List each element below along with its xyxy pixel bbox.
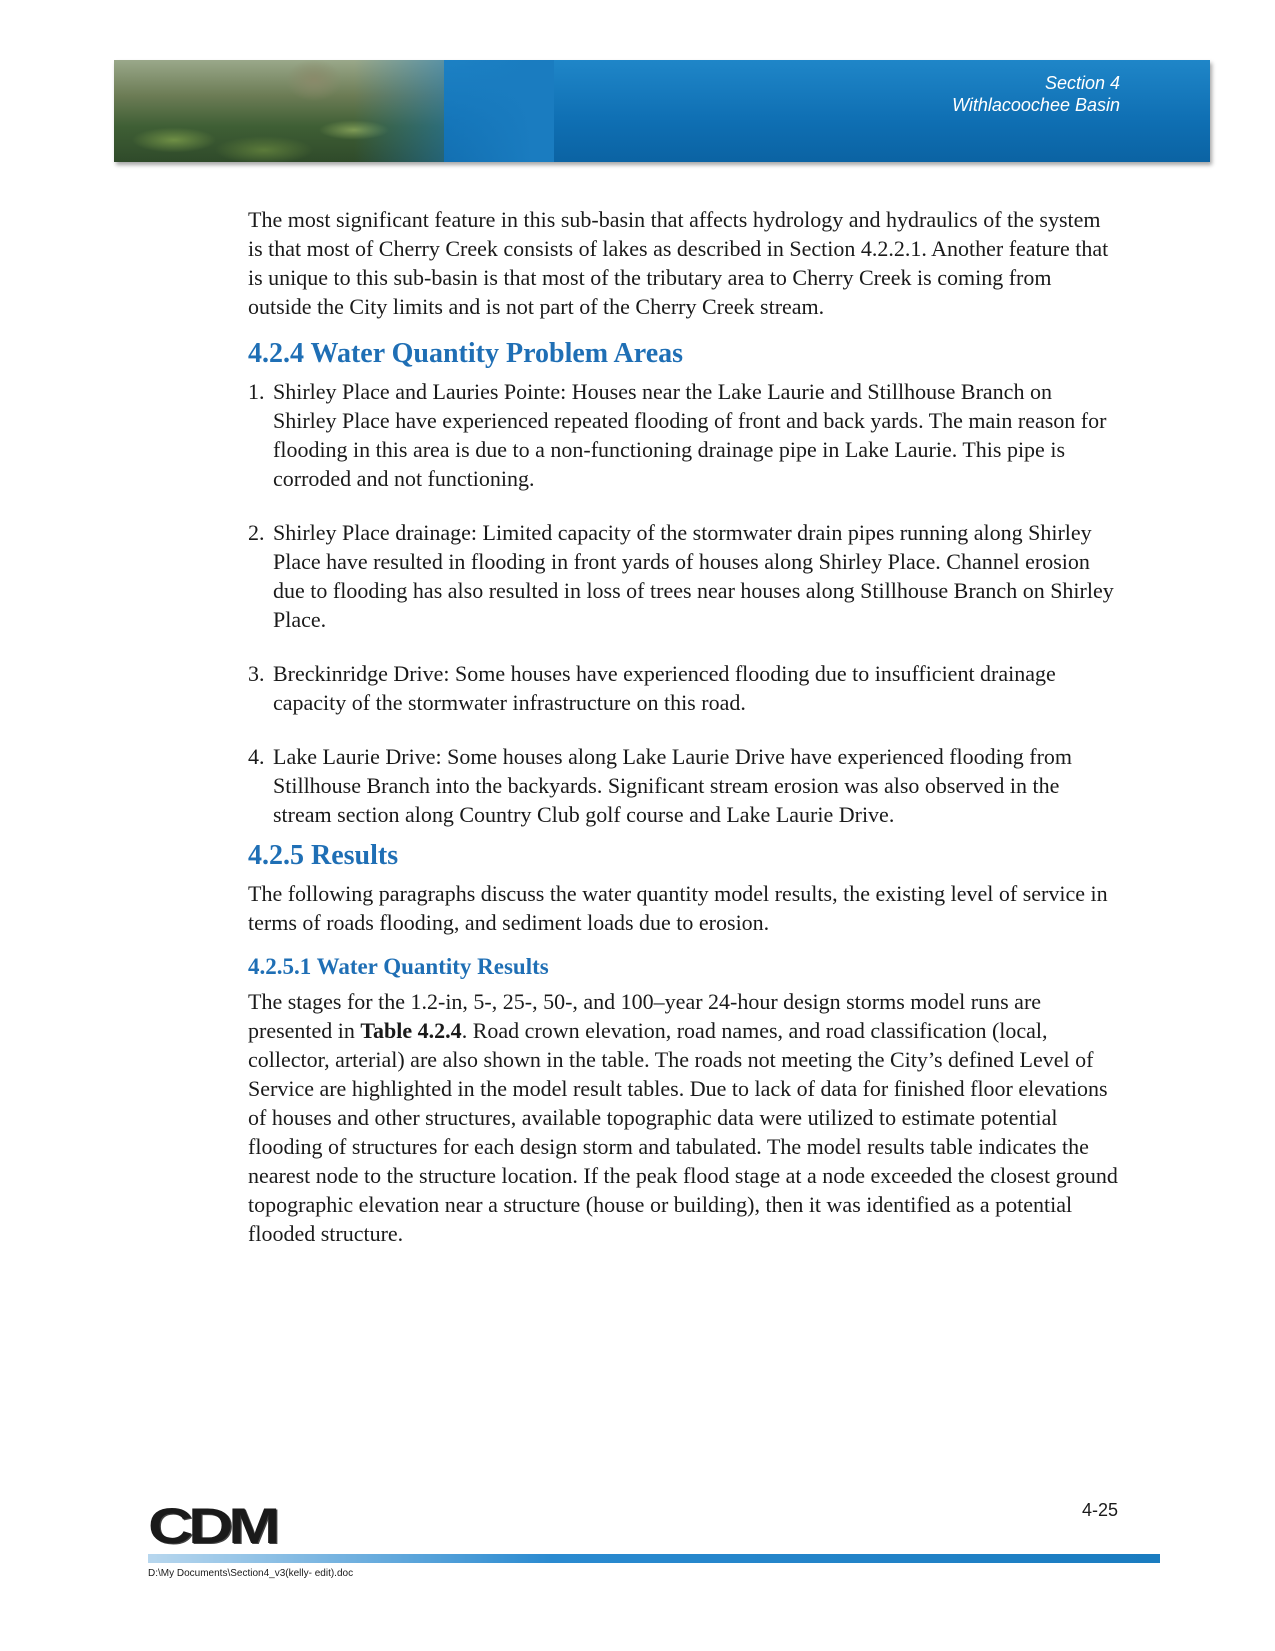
list-item: [248, 377, 1118, 493]
list-item: [248, 659, 1118, 717]
header-text: [952, 72, 1120, 116]
list-item-number: 3.: [248, 661, 265, 686]
list-item: [248, 518, 1118, 634]
file-path: D:\My Documents\Section4_v3(kelly- edit).doc: [148, 1568, 354, 1579]
page-number: 4-25: [1081, 1500, 1118, 1520]
section-heading-4-2-4: 4.2.4 Water Quantity Problem Areas: [248, 338, 684, 369]
list-item-text: Shirley Place and Lauries Pointe: Houses near the Lake Laurie and Stillhouse Branch on Shirley Place have experienced repeated flooding of front and back yards. The main reason for flooding in this area is due to a non-functioning drainage pipe in Lake Laurie. This pipe is corroded and not functioning.: [273, 379, 1107, 491]
list-item-text: Shirley Place drainage: Limited capacity of the stormwater drain pipes running along Shirley Place have resulted in flooding in front yards of houses along Shirley Place. Channel erosion due to flooding has also resulted in loss of trees near houses along Stillhouse Branch on Shirley Place.: [273, 520, 1114, 632]
header-banner: [114, 60, 1210, 162]
table-reference: Table 4.2.4: [360, 1018, 462, 1043]
intro-paragraph: The most significant feature in this sub-basin that affects hydrology and hydraulics of the system is that most of Cherry Creek consists of lakes as described in Section 4.2.2.1. Another feature that is unique to this sub-basin is that most of the tributary area to Cherry Creek is coming from outside the City limits and is not part of the Cherry Creek stream.: [248, 207, 1109, 319]
water-quantity-paragraph: The stages for the 1.2-in, 5-, 25-, 50-, and 100–year 24-hour design storms model runs are presented in Table 4.2.4. Road crown elevation, road names, and road classification (local, collector, arterial) are also shown in the table. The roads not meeting the City’s defined Level of Service are highlighted in the model result tables. Due to lack of data for finished floor elevations of houses and other structures, available topographic data were utilized to estimate potential flooding of structures for each design storm and tabulated. The model results table indicates the nearest node to the structure location. If the peak flood stage at a node exceeded the closest ground topographic elevation near a structure (house or building), then it was identified as a potential flooded structure.: [248, 989, 1118, 1246]
footer-bar: [148, 1554, 1160, 1563]
header-section: Section 4: [1044, 73, 1120, 93]
list-item-text: Lake Laurie Drive: Some houses along Lake Laurie Drive have experienced flooding from Stillhouse Branch into the backyards. Significant stream erosion was also observed in the stream section along Country Club golf course and Lake Laurie Drive.: [273, 744, 1073, 827]
problem-areas-list: [248, 377, 1118, 829]
results-paragraph: The following paragraphs discuss the water quantity model results, the existing level of service in terms of roads flooding, and sediment loads due to erosion.: [248, 881, 1108, 935]
list-item-number: 2.: [248, 520, 265, 545]
list-item: [248, 742, 1118, 829]
header-basin: Withlacoochee Basin: [952, 95, 1120, 115]
document-body: [248, 205, 1118, 1248]
list-item-number: 1.: [248, 379, 265, 404]
section-heading-4-2-5: 4.2.5 Results: [248, 840, 399, 871]
list-item-text: Breckinridge Drive: Some houses have experienced flooding due to insufficient drainage capacity of the stormwater infrastructure on this road.: [273, 661, 1056, 715]
list-item-number: 4.: [248, 744, 265, 769]
section-heading-4-2-5-1: 4.2.5.1 Water Quantity Results: [248, 954, 549, 979]
cdm-logo: CDM: [148, 1498, 276, 1554]
